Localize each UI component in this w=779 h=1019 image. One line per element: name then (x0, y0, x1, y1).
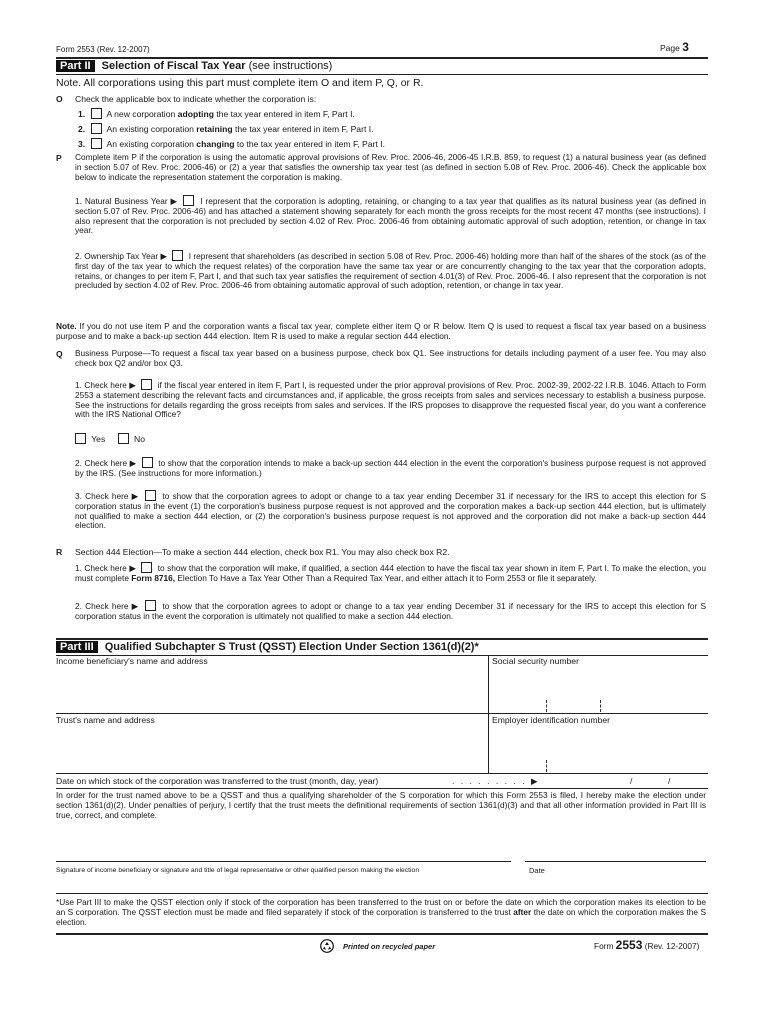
footer-form-id (594, 940, 699, 951)
row-rule-2 (56, 773, 708, 774)
item-q1 (75, 379, 706, 420)
note-label: Note. (56, 321, 77, 331)
item-r-text: Section 444 Election—To make a section 444 election, check box R1. You may also check box R2. (75, 547, 450, 557)
footnote-bold: after (513, 906, 532, 917)
form-number: 2553 (615, 938, 643, 952)
checkbox-yes[interactable] (75, 433, 86, 444)
item-q3-label: 3. Check here ▶ (75, 491, 139, 501)
option-text-bold: changing (196, 139, 235, 149)
item-p1 (75, 195, 706, 236)
ein-separator (546, 760, 547, 772)
ein-field[interactable] (492, 715, 706, 771)
transfer-date-row (56, 776, 708, 786)
item-r1-text-b: Election To Have a Tax Year Other Than a Required Tax Year, and either attach it to Form 2553 or file it separately. (175, 572, 597, 583)
row-rule-1 (56, 713, 708, 714)
note-text: If you do not use item P and the corporation wants a fiscal tax year, complete either item Q or R below. Item Q is used to request a fiscal tax year based on a business purpose and to make a back-up section 444 election. Item R is used to make a regular section 444 election. (56, 321, 706, 341)
option-number: 2. (78, 124, 86, 134)
conference-choice (72, 433, 145, 444)
option-text-pre: A new corporation (106, 109, 178, 119)
ssn-separator-2 (600, 700, 601, 712)
row-rule-3 (56, 788, 708, 789)
item-o-text: Check the applicable box to indicate whether the corporation is: (75, 94, 317, 104)
checkbox-no[interactable] (118, 433, 129, 444)
option-text-pre: An existing corporation (106, 139, 197, 149)
item-q-text: Business Purpose—To request a fiscal tax year based on a business purpose, check box Q1. See instructions for details including payment of a user fee. You may also check box Q2 and/or box Q3. (75, 348, 706, 368)
page-indicator (660, 42, 689, 53)
item-r1-text-a: to show that the corporation will make, if qualified, a section 444 election to have the fiscal tax year shown in item F, Part I. To make the election, you must complete (75, 563, 706, 583)
form-word: Form (594, 941, 614, 951)
checkbox-p2[interactable] (172, 250, 183, 261)
part3-title: Qualified Subchapter S Trust (QSST) Election Under Section 1361(d)(2)* (104, 641, 479, 653)
page-number: 3 (682, 40, 689, 54)
transfer-date-input[interactable] (604, 776, 704, 786)
item-p2-label: 2. Ownership Tax Year ▶ (75, 251, 167, 261)
date-slash-2: / (668, 776, 671, 786)
checkbox-r1[interactable] (141, 562, 152, 573)
item-o-option-1 (78, 108, 355, 119)
page-label: Page (660, 43, 680, 53)
item-o-option-3 (78, 138, 385, 149)
option-text-post: the tax year entered in item F, Part I. (213, 109, 355, 119)
grid-divider (488, 655, 489, 773)
signature-input[interactable] (56, 845, 511, 861)
part2-note: Note. All corporations using this part must complete item O and item P, Q, or R. (56, 77, 424, 89)
item-q1-text: if the fiscal year entered in item F, Part I, is requested under the prior approval provisions of Rev. Proc. 2002-39, 2002-22 I.R.B. 1046. Attach to Form 2553 a statement describing the relevant facts and circumstances and, if applicable, the gross receipts from sales and services necessary to establish a business purpose. See the instructions for details regarding the gross receipts from sales and services. If the IRS proposes to disapprove the requested fiscal year, do you want a conference with the IRS National Office? (75, 380, 706, 420)
footnote-rule (56, 893, 708, 894)
trust-field[interactable] (56, 715, 486, 771)
checkbox-q1[interactable] (141, 379, 152, 390)
part3-top-rule (56, 638, 708, 640)
item-p1-text: I represent that the corporation is adopting, retaining, or changing to a tax year that qualifies as its natural business year (as defined in section 5.07 of Rev. Proc. 2006-46) and has attached a statement showing separately for each month the gross receipts for the most recent 47 months (see instructions). I also represent that the corporation is not precluded by section 4.02 of Rev. Proc. 2006-46 from obtaining automatic approval of such adoption, retention, or change in tax year. (75, 196, 706, 236)
form-reference: Form 2553 (Rev. 12-2007) (56, 45, 150, 54)
no-label: No (134, 434, 146, 444)
recycled-paper-text: Printed on recycled paper (343, 942, 436, 951)
item-q2-text: to show that the corporation intends to make a back-up section 444 election in the event the corporation's business purpose request is not approved by the IRS. (See instructions for more information.) (75, 458, 706, 478)
option-text-post: to the tax year entered in item F, Part I. (234, 139, 385, 149)
part2-heading (56, 60, 332, 73)
date-label: Date (529, 866, 545, 875)
signature-line (56, 861, 511, 862)
option-text-post: the tax year entered in item F, Part I. (232, 124, 374, 134)
item-q1-label: 1. Check here ▶ (75, 380, 136, 390)
date-line (525, 861, 706, 862)
checkbox-o2[interactable] (91, 123, 102, 134)
option-number: 1. (78, 109, 86, 119)
part2-tag: Part II (56, 60, 95, 72)
item-p-text: Complete item P if the corporation is using the automatic approval provisions of Rev. Proc. 2006-46, 2006-45 I.R.B. 859, to request (1) a natural business year (as defined in section 5.07 of Rev. Proc. 2006-46) or (2) a year that satisfies the ownership tax year test (as defined in section 5.08 of Rev. Proc. 2006-46). Check the applicable box below to indicate the representation statement the corporation is making. (75, 152, 706, 182)
part3-heading (56, 641, 479, 654)
footnote-post: the date on which the corporation makes the S election. (56, 906, 706, 927)
income-beneficiary-field[interactable] (56, 656, 486, 712)
checkbox-p1[interactable] (183, 195, 194, 206)
yes-label: Yes (91, 434, 106, 444)
recycle-icon (320, 939, 334, 953)
footer-rule (56, 933, 708, 935)
item-r2 (75, 600, 706, 622)
footnote-pre: *Use Part III to make the QSST election only if stock of the corporation has been transferred to the trust on or before the date on which the corporation makes its election to be an S corporation. The QSST election must be made and filed separately if stock of the corporation is transferred to the trust (56, 897, 706, 917)
item-q3-text: to show that the corporation agrees to adopt or change to a tax year ending December 31 if necessary for the IRS to accept this election for S corporation status in the event (1) the corporation's business purpose request is not approved and the corporation makes a back-up section 444 election, but is ultimately not qualified to make a section 444 election, or (2) the corporation's business purpose request is not approved and the corporation did not make a back-up section 444 election. (75, 491, 707, 531)
item-r2-label: 2. Check here ▶ (75, 601, 139, 611)
part2-heading-rule (56, 74, 708, 75)
date-slash-1: / (630, 776, 633, 786)
income-beneficiary-label: Income beneficiary's name and address (56, 656, 208, 666)
option-text-bold: adopting (177, 109, 214, 119)
signature-label: Signature of income beneficiary or signature and title of legal representative or other qualified person making the election (56, 867, 420, 874)
ssn-separator-1 (546, 700, 547, 712)
part2-title: Selection of Fiscal Tax Year (101, 60, 246, 72)
header-rule (56, 57, 708, 59)
checkbox-q2[interactable] (142, 457, 153, 468)
item-p1-label: 1. Natural Business Year ▶ (75, 196, 178, 206)
transfer-date-label: Date on which stock of the corporation was transferred to the trust (month, day, year) (56, 776, 379, 786)
checkbox-o3[interactable] (91, 138, 102, 149)
ssn-label: Social security number (492, 656, 579, 666)
option-number: 3. (78, 139, 86, 149)
item-q-letter: Q (56, 349, 63, 359)
item-r1-label: 1. Check here ▶ (75, 563, 136, 573)
item-o-letter: O (56, 94, 63, 104)
option-text-pre: An existing corporation (106, 124, 197, 134)
ein-label: Employer identification number (492, 715, 610, 725)
trust-label: Trust's name and address (56, 715, 155, 725)
item-q3 (75, 490, 706, 531)
item-r-letter: R (56, 547, 63, 557)
checkbox-q3[interactable] (145, 490, 156, 501)
item-p2 (75, 250, 706, 291)
item-r1 (75, 562, 706, 584)
checkbox-r2[interactable] (145, 600, 156, 611)
item-q2-label: 2. Check here ▶ (75, 458, 137, 468)
form-8716: Form 8716, (131, 572, 176, 583)
option-text-bold: retaining (196, 124, 233, 134)
checkbox-o1[interactable] (91, 108, 102, 119)
ssn-field[interactable] (492, 656, 706, 712)
item-r2-text: to show that the corporation agrees to adopt or change to a tax year ending December 31 if necessary for the IRS to accept this election for S corporation status in the event the corporation is ultimately not qualified to make a section 444 election. (75, 601, 707, 621)
part2-title-note: (see instructions) (248, 60, 333, 72)
certification-text: In order for the trust named above to be a QSST and thus a qualifying shareholder of the S corporation for which this Form 2553 is filed, I hereby make the election under section 1361(d)(2). Under penalties of perjury, I certify that the trust meets the definitional requirements of section 1361(d)(3) and that all other information provided in Part III is true, correct, and complete. (56, 790, 706, 820)
item-q2 (75, 457, 706, 479)
item-p2-text: I represent that shareholders (as described in section 5.08 of Rev. Proc. 2006-46) holding more than half of the shares of the stock (as of the first day of the tax year to which the request relates) of the corporation have the same tax year or are concurrently changing to the tax year that the corporation adopts, retains, or changes to per item F, Part I, and that such tax year satisfies the requirement of section 4.01(3) of Rev. Proc. 2006-46. I also represent that the corporation is not precluded by section 4.02 of Rev. Proc. 2006-46 from obtaining automatic approval of such adoption, retention, or change in tax year. (75, 251, 706, 291)
item-p-letter: P (56, 153, 62, 163)
footnote (56, 898, 706, 927)
note-q-r (56, 322, 706, 342)
item-o-option-2 (78, 123, 374, 134)
form-rev: (Rev. 12-2007) (644, 941, 700, 951)
date-input[interactable] (525, 845, 706, 861)
date-leaders: . . . . . . . . . ▶ (452, 776, 540, 786)
part3-tag: Part III (56, 641, 98, 653)
